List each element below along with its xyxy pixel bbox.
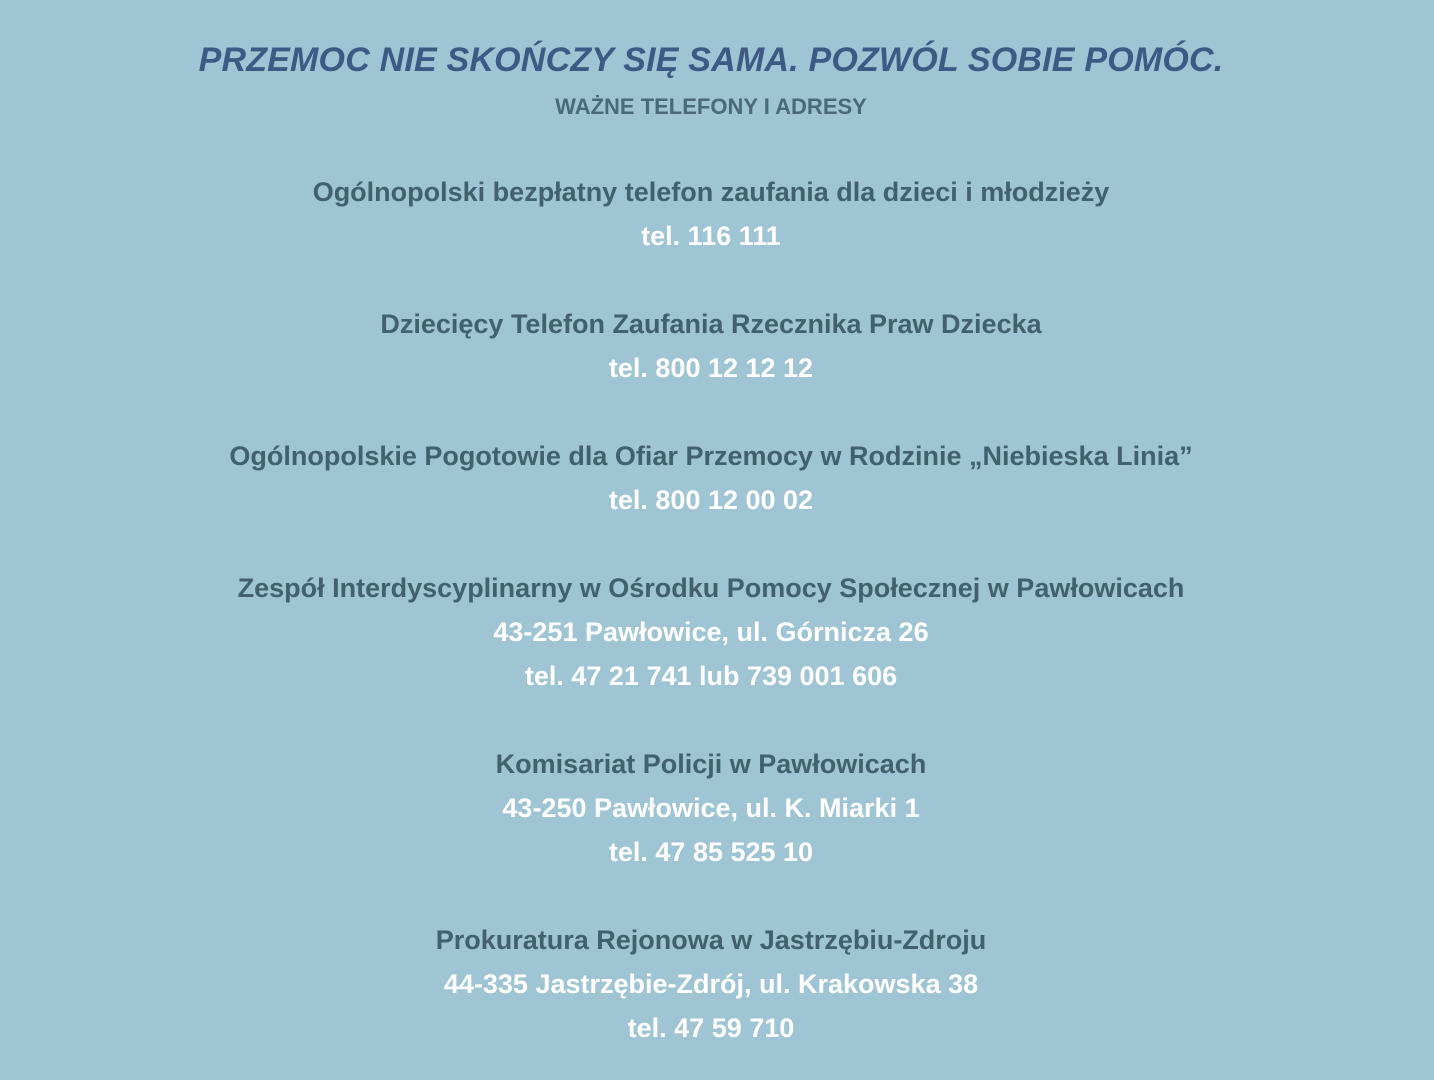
contact-entry-ombudsman-helpline: [0, 302, 1422, 390]
contact-entry-police: [0, 742, 1422, 874]
contact-phone: tel. 47 21 741 lub 739 001 606: [524, 661, 898, 691]
page-subheading: WAŻNE TELEFONY I ADRESY: [555, 94, 867, 119]
contact-name: Prokuratura Rejonowa w Jastrzębiu-Zdroju: [435, 925, 987, 955]
contact-entry-child-helpline: [0, 170, 1422, 258]
contact-entry-blue-line: [0, 434, 1422, 522]
contact-phone: tel. 47 85 525 10: [608, 837, 814, 867]
contact-phone: tel. 47 59 710: [627, 1013, 795, 1043]
contact-phone: tel. 116 111: [641, 221, 781, 251]
contact-phone: tel. 800 12 12 12: [608, 353, 814, 383]
page-headline: PRZEMOC NIE SKOŃCZY SIĘ SAMA. POZWÓL SOBIE POMÓC.: [198, 41, 1224, 79]
contact-address: 44-335 Jastrzębie-Zdrój, ul. Krakowska 38: [443, 969, 979, 999]
contact-name: Zespół Interdyscyplinarny w Ośrodku Pomocy Społecznej w Pawłowicach: [237, 573, 1185, 603]
contact-name: Komisariat Policji w Pawłowicach: [495, 749, 927, 779]
contact-name: Ogólnopolskie Pogotowie dla Ofiar Przemocy w Rodzinie „Niebieska Linia”: [229, 441, 1193, 471]
contact-name: Ogólnopolski bezpłatny telefon zaufania dla dzieci i młodzieży: [312, 177, 1110, 207]
contact-entry-interdisciplinary-team: [0, 566, 1422, 698]
contact-address: 43-251 Pawłowice, ul. Górnicza 26: [493, 617, 929, 647]
contact-name: Dziecięcy Telefon Zaufania Rzecznika Praw Dziecka: [380, 309, 1042, 339]
contact-phone: tel. 800 12 00 02: [608, 485, 814, 515]
contact-address: 43-250 Pawłowice, ul. K. Miarki 1: [502, 793, 920, 823]
contact-entry-prosecutor: [0, 918, 1422, 1050]
